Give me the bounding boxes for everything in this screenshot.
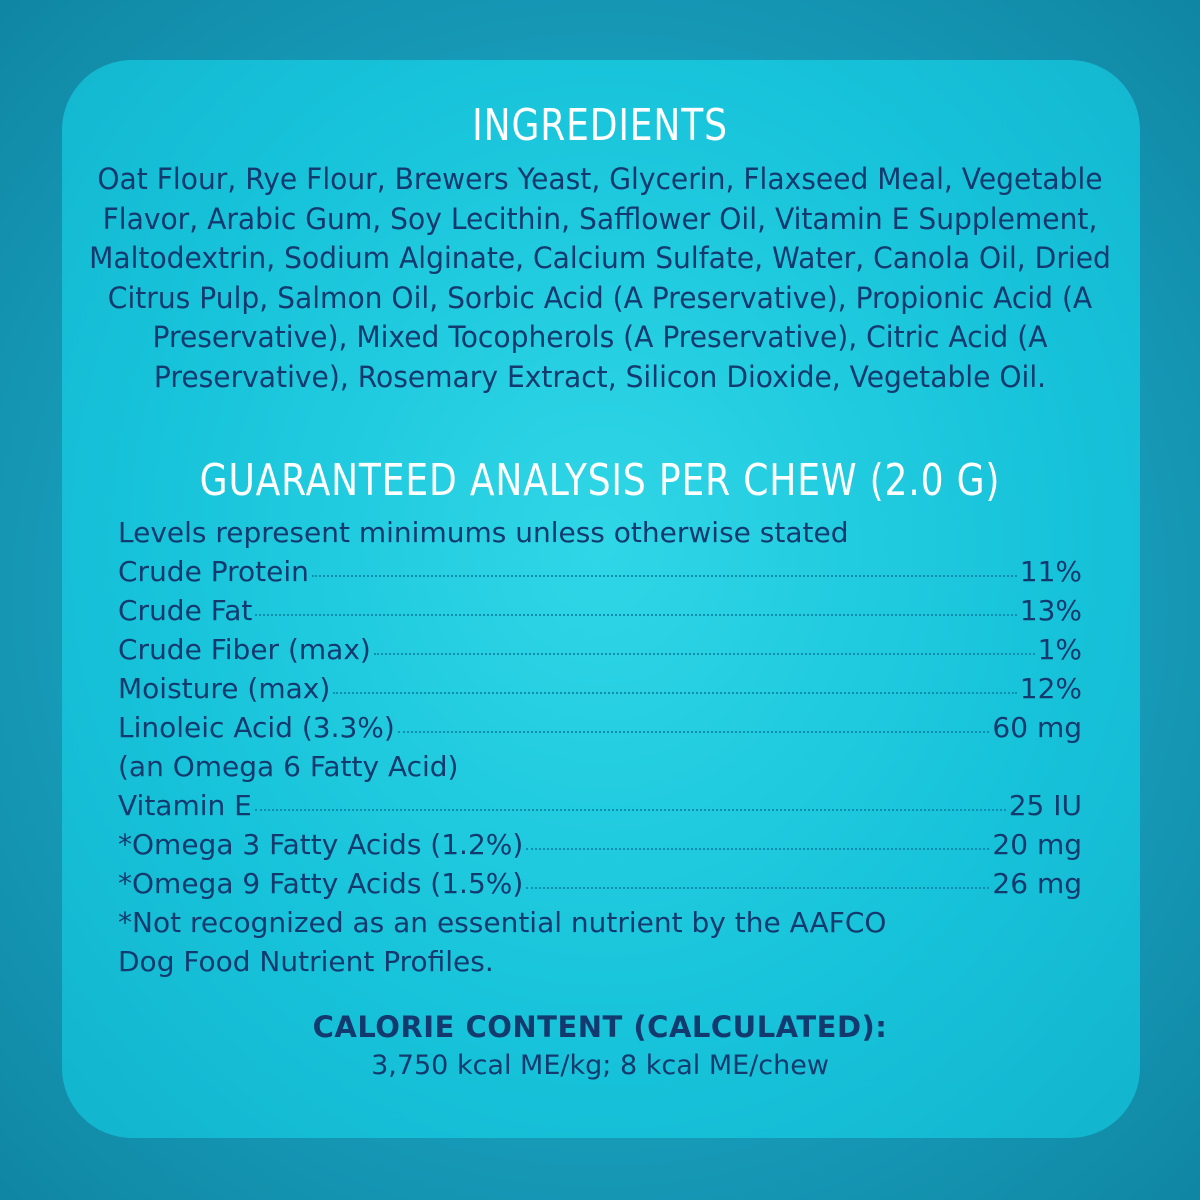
- analysis-value: 60 mg: [992, 711, 1082, 744]
- dot-leader: [255, 809, 1006, 811]
- dot-leader: [255, 614, 1016, 616]
- analysis-row-omega-3: [118, 825, 1082, 864]
- analysis-row-crude-fat: [118, 591, 1082, 630]
- analysis-value: 1%: [1037, 633, 1082, 666]
- analysis-value: 13%: [1019, 594, 1082, 627]
- analysis-value: 12%: [1019, 672, 1082, 705]
- analysis-row-linoleic-acid: [118, 708, 1082, 747]
- dot-leader: [312, 575, 1017, 577]
- dot-leader: [398, 731, 990, 733]
- analysis-value: 20 mg: [992, 828, 1082, 861]
- analysis-row-vitamin-e: [118, 786, 1082, 825]
- analysis-value: 11%: [1019, 555, 1082, 588]
- ingredients-heading: INGREDIENTS: [472, 100, 728, 151]
- analysis-value: 25 IU: [1008, 789, 1082, 822]
- analysis-label: Vitamin E: [118, 789, 252, 822]
- ingredients-list: Oat Flour, Rye Flour, Brewers Yeast, Glycerin, Flaxseed Meal, Vegetable Flavor, Arabic Gum, Soy Lecithin, Safflower Oil, Vitamin E Supplement, Maltodextrin, Sodium Alginate, Calcium Sulfate, Water, Canola Oil, Dried Citrus Pulp, Salmon Oil, Sorbic Acid (A Preservative), Propionic Acid (A Preservative), Mixed Tocopherols (A Preservative), Citric Acid (A Preservative), Rosemary Extract, Silicon Dioxide, Vegetable Oil.: [89, 162, 1111, 394]
- dot-leader: [526, 887, 989, 889]
- analysis-label: Crude Fat: [118, 594, 253, 627]
- linoleic-note: (an Omega 6 Fatty Acid): [118, 750, 459, 783]
- analysis-intro: Levels represent minimums unless otherwise stated: [118, 516, 849, 549]
- analysis-label: *Omega 9 Fatty Acids (1.5%): [118, 867, 524, 900]
- analysis-label: *Omega 3 Fatty Acids (1.2%): [118, 828, 524, 861]
- calorie-content-value: 3,750 kcal ME/kg; 8 kcal ME/chew: [371, 1050, 829, 1081]
- calorie-content-title: CALORIE CONTENT (CALCULATED):: [312, 1010, 888, 1044]
- guaranteed-analysis-heading: GUARANTEED ANALYSIS PER CHEW (2.0 G): [199, 455, 1001, 506]
- dot-leader: [333, 692, 1017, 694]
- analysis-label: Crude Fiber (max): [118, 633, 371, 666]
- footnote-line-2: Dog Food Nutrient Profiles.: [118, 945, 494, 978]
- dot-leader: [374, 653, 1035, 655]
- analysis-row-crude-fiber: [118, 630, 1082, 669]
- analysis-row-omega-9: [118, 864, 1082, 903]
- dot-leader: [526, 848, 989, 850]
- guaranteed-analysis-table: [118, 513, 1082, 981]
- analysis-label: Crude Protein: [118, 555, 309, 588]
- analysis-row-crude-protein: [118, 552, 1082, 591]
- footnote-line-1: *Not recognized as an essential nutrient by the AAFCO: [118, 906, 887, 939]
- analysis-label: Linoleic Acid (3.3%): [118, 711, 395, 744]
- analysis-row-moisture: [118, 669, 1082, 708]
- analysis-label: Moisture (max): [118, 672, 331, 705]
- analysis-value: 26 mg: [992, 867, 1082, 900]
